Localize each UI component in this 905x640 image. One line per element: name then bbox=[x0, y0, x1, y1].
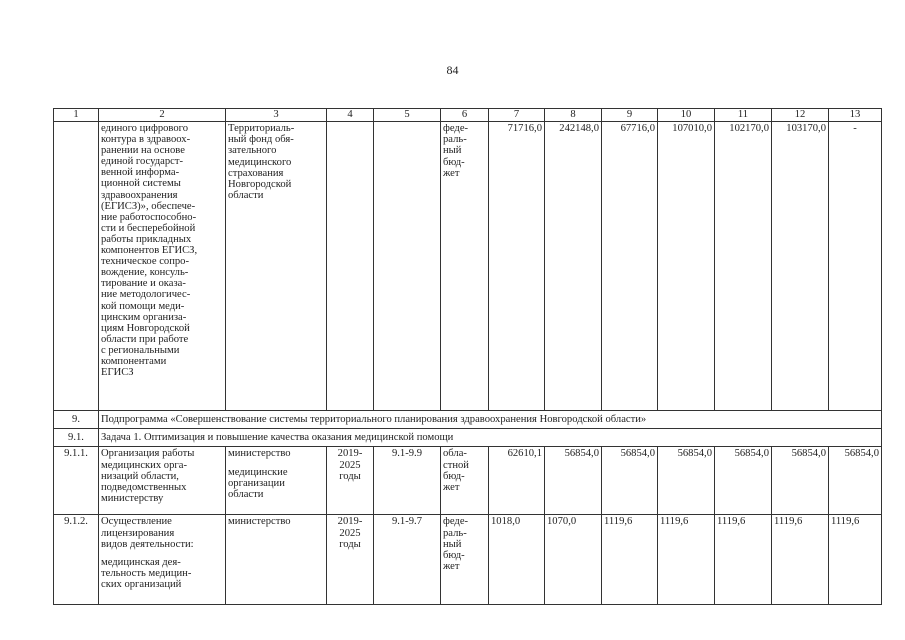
program-table bbox=[53, 108, 882, 605]
value-cell: 1070,0 bbox=[545, 515, 602, 605]
subprogram-row bbox=[54, 411, 882, 429]
subprogram-title: Подпрограмма «Совершенствование системы территориального планирования здравоохранения Новгородской области» bbox=[99, 411, 882, 429]
header-cell: 1 bbox=[54, 109, 99, 122]
activity-name-cell bbox=[99, 515, 226, 605]
value-cell: 56854,0 bbox=[658, 447, 715, 515]
value-cell: 1119,6 bbox=[715, 515, 772, 605]
value-cell: 107010,0 bbox=[658, 122, 715, 411]
header-cell: 2 bbox=[99, 109, 226, 122]
header-cell: 5 bbox=[374, 109, 441, 122]
funding-source-cell: феде- раль- ный бюд- жет bbox=[441, 515, 489, 605]
header-cell: 4 bbox=[327, 109, 374, 122]
executor-primary: министерство bbox=[228, 448, 291, 460]
years-cell: 2019- 2025 годы bbox=[327, 515, 374, 605]
value-cell: 1119,6 bbox=[658, 515, 715, 605]
header-cell: 9 bbox=[602, 109, 658, 122]
header-cell: 6 bbox=[441, 109, 489, 122]
target-cell: 9.1-9.9 bbox=[374, 447, 441, 515]
funding-source-cell: феде- раль- ный бюд- жет bbox=[441, 122, 489, 411]
activity-name-primary: Осуществление лицензирования видов деятельности: bbox=[101, 516, 194, 550]
executor-cell: Территориаль- ный фонд обя- зательного медицинского страхования Новгородской области bbox=[226, 122, 327, 411]
table-row bbox=[54, 122, 882, 411]
years-cell bbox=[327, 122, 374, 411]
header-cell: 11 bbox=[715, 109, 772, 122]
task-row bbox=[54, 429, 882, 447]
value-cell: 56854,0 bbox=[715, 447, 772, 515]
row-number-cell bbox=[54, 122, 99, 411]
target-cell: 9.1-9.7 bbox=[374, 515, 441, 605]
funding-source-cell: обла- стной бюд- жет bbox=[441, 447, 489, 515]
page-number: 84 bbox=[446, 63, 459, 77]
value-cell: 67716,0 bbox=[602, 122, 658, 411]
value-cell: 62610,1 bbox=[489, 447, 545, 515]
header-cell: 10 bbox=[658, 109, 715, 122]
value-cell: - bbox=[829, 122, 882, 411]
task-title: Задача 1. Оптимизация и повышение качества оказания медицинской помощи bbox=[99, 429, 882, 447]
value-cell: 56854,0 bbox=[602, 447, 658, 515]
activity-name-secondary: медицинская дея- тельность медицин- ских организаций bbox=[101, 557, 192, 591]
header-cell: 13 bbox=[829, 109, 882, 122]
value-cell: 56854,0 bbox=[829, 447, 882, 515]
executor-secondary: медицинские организации области bbox=[228, 466, 288, 501]
value-cell: 242148,0 bbox=[545, 122, 602, 411]
target-cell bbox=[374, 122, 441, 411]
row-number-cell: 9. bbox=[54, 411, 99, 429]
value-cell: 1119,6 bbox=[772, 515, 829, 605]
row-number-cell: 9.1. bbox=[54, 429, 99, 447]
row-number-cell: 9.1.2. bbox=[54, 515, 99, 605]
value-cell: 1018,0 bbox=[489, 515, 545, 605]
activity-name-cell: Организация работы медицинских орга- низаций области, подведомственных министерству bbox=[99, 447, 226, 515]
value-cell: 1119,6 bbox=[602, 515, 658, 605]
value-cell: 103170,0 bbox=[772, 122, 829, 411]
executor-cell: министерство bbox=[226, 515, 327, 605]
row-number-cell: 9.1.1. bbox=[54, 447, 99, 515]
value-cell: 56854,0 bbox=[545, 447, 602, 515]
table-row bbox=[54, 447, 882, 515]
years-cell: 2019- 2025 годы bbox=[327, 447, 374, 515]
header-cell: 7 bbox=[489, 109, 545, 122]
value-cell: 102170,0 bbox=[715, 122, 772, 411]
header-cell: 3 bbox=[226, 109, 327, 122]
value-cell: 71716,0 bbox=[489, 122, 545, 411]
header-row bbox=[54, 109, 882, 122]
value-cell: 56854,0 bbox=[772, 447, 829, 515]
header-cell: 8 bbox=[545, 109, 602, 122]
table-row bbox=[54, 515, 882, 605]
executor-cell bbox=[226, 447, 327, 515]
header-cell: 12 bbox=[772, 109, 829, 122]
value-cell: 1119,6 bbox=[829, 515, 882, 605]
activity-name-cell: единого цифрового контура в здравоох- ранении на основе единой государст- венной информа- ционной системы здравоохранения (ЕГИСЗ)», обеспече- ние работоспособно- сти и бесперебойной работы прикладных компонентов ЕГИСЗ, техническое сопро- вождение, консуль- тирование и оказа- ние методологичес- кой помощи меди- цинским организа- циям Новгородской области при работе с региональными компонентами ЕГИСЗ bbox=[99, 122, 226, 411]
